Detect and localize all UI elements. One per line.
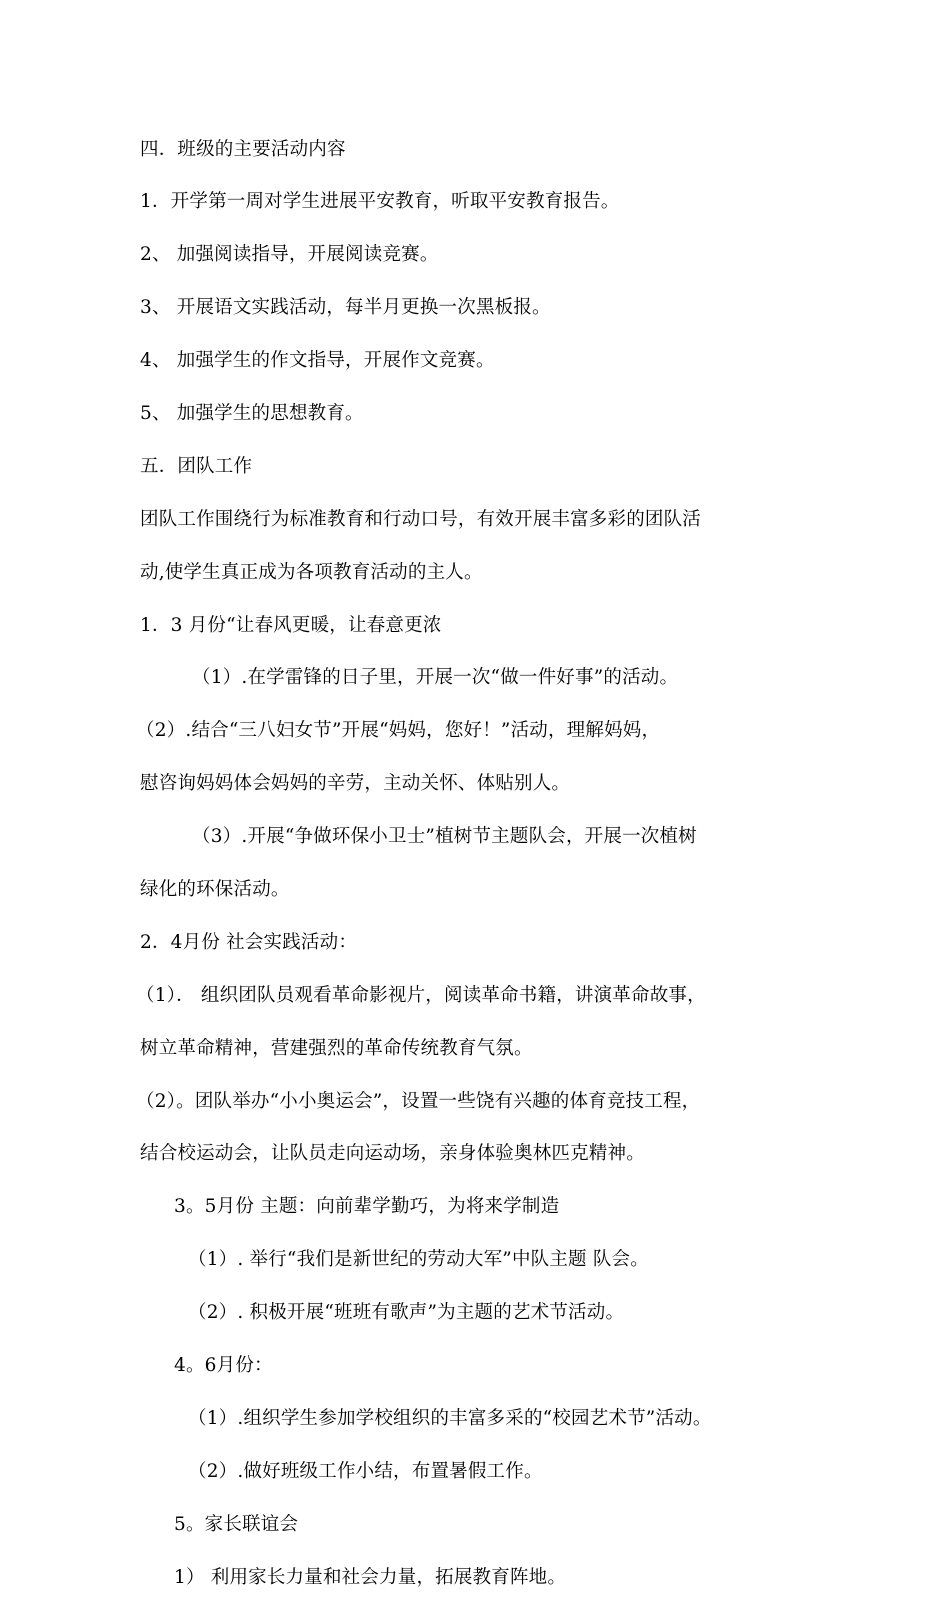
- list-item: 1．开学第一周对学生进展平安教育，听取平安教育报告。: [140, 191, 620, 213]
- list-item: 3、 开展语文实践活动，每半月更换一次黑板报。: [140, 297, 551, 319]
- document-body: [136, 114, 830, 1613]
- section-heading-activities: 四．班级的主要活动内容: [140, 138, 346, 160]
- list-item: 4、 加强学生的作文指导，开展作文竞赛。: [140, 350, 495, 372]
- list-item: 5、 加强学生的思想教育。: [140, 402, 364, 424]
- subheading-april: 2．4月份 社会实践活动：: [140, 931, 358, 953]
- list-item: （1）. 举行“我们是新世纪的劳动大军”中队主题 队会。: [188, 1249, 649, 1271]
- list-item: （1）.在学雷锋的日子里，开展一次“做一件好事”的活动。: [192, 667, 679, 689]
- section-heading-team-work: 五．团队工作: [140, 455, 253, 477]
- list-item: （2）。团队举办“小小奥运会”，设置一些饶有兴趣的体育竞技工程，: [136, 1090, 701, 1112]
- subheading-may: 3。5月份 主题：向前辈学勤巧，为将来学制造: [174, 1196, 560, 1218]
- list-item: 2、 加强阅读指导，开展阅读竞赛。: [140, 244, 439, 266]
- paragraph-line: 团队工作围绕行为标准教育和行动口号，有效开展丰富多彩的团队活: [140, 508, 702, 530]
- subheading-june: 4。6月份：: [174, 1354, 273, 1376]
- list-item: （2）.结合“三八妇女节”开展“妈妈，您好！”活动，理解妈妈，: [136, 720, 661, 742]
- paragraph-line: 绿化的环保活动。: [140, 878, 290, 900]
- list-item: （2）.做好班级工作小结，布置暑假工作。: [188, 1460, 543, 1482]
- list-item: （3）.开展“争做环保小卫士”植树节主题队会，开展一次植树: [192, 826, 697, 848]
- subheading-march: 1．3 月份“让春风更暖，让春意更浓: [140, 614, 442, 636]
- paragraph-line: 结合校运动会，让队员走向运动场，亲身体验奥林匹克精神。: [140, 1143, 645, 1165]
- list-item: 1） 利用家长力量和社会力量，拓展教育阵地。: [174, 1566, 567, 1588]
- list-item: （1）.组织学生参加学校组织的丰富多采的“校园艺术节”活动。: [188, 1407, 712, 1429]
- paragraph-line: 动,使学生真正成为各项教育活动的主人。: [140, 561, 483, 583]
- list-item: （1）． 组织团队员观看革命影视片，阅读革命书籍，讲演革命故事，: [136, 984, 706, 1006]
- paragraph-line: 树立革命精神，营建强烈的革命传统教育气氛。: [140, 1037, 533, 1059]
- paragraph-line: 慰咨询妈妈体会妈妈的辛劳，主动关怀、体贴别人。: [140, 773, 571, 795]
- list-item: （2）. 积极开展“班班有歌声”为主题的艺术节活动。: [188, 1302, 625, 1324]
- subheading-parent-meeting: 5。家长联谊会: [174, 1513, 299, 1535]
